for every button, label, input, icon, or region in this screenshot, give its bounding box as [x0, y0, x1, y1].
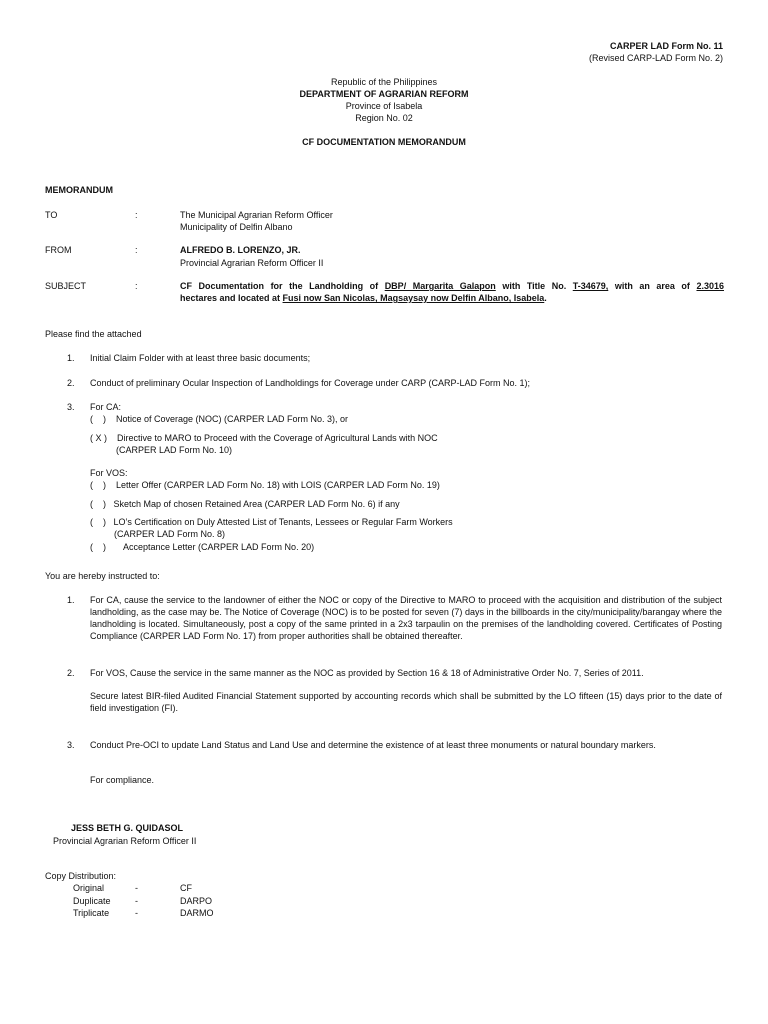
ca-option-directive-form: (CARPER LAD Form No. 10) [116, 445, 233, 455]
from-colon: : [135, 245, 138, 255]
for-ca-heading: For CA: [90, 402, 122, 412]
instruction-3: Conduct Pre-OCI to update Land Status and Land Use and determine the existence of at least three monuments or natural boundary markers. [90, 740, 656, 750]
instructed-intro: You are hereby instructed to: [45, 571, 160, 581]
copy-row-copy: Original [73, 883, 105, 893]
form-number: CARPER LAD Form No. 11 [609, 41, 723, 51]
landowner-name: DBP/ Margarita Galapon [384, 281, 496, 291]
copy-row-recipient: DARMO [180, 908, 214, 918]
attachment-3-number: 3. [67, 402, 75, 412]
copy-row-copy: Triplicate [73, 908, 110, 918]
to-colon: : [135, 210, 138, 220]
instruction-3-number: 3. [67, 740, 75, 750]
ca-option-noc: ( ) Notice of Coverage (NOC) (CARPER LAD Form No. 3), or [90, 414, 349, 424]
attached-intro: Please find the attached [45, 329, 142, 339]
for-compliance: For compliance. [90, 775, 155, 785]
instruction-1-number: 1. [67, 595, 75, 605]
to-recipient: The Municipal Agrarian Reform Officer [180, 210, 333, 220]
form-revision: (Revised CARP-LAD Form No. 2) [588, 53, 723, 63]
subject-colon: : [135, 281, 138, 291]
instruction-2-afs: Secure latest BIR-filed Audited Financial Statement supported by accounting records which shall be submitted by the LO fifteen (15) days prior to the date of field investigation (FI). [90, 691, 722, 713]
title-number: T-34679, [572, 281, 609, 291]
instruction-1: For CA, cause the service to the landowner of either the NOC or copy of the Directive to MARO to proceed with the acquisition and distribution of the subject landholding, as the case may be. The Notice of Coverage (NOC) is to be posted for seven (7) days in the billboards in the city/municipality/barangay where the landholding is located. Simultaneously, post a copy of the same printed in a 2x3 tarpaulin on the premises of the landholding covered. Certificates of Posting Compliance (CARPER LAD Form No. 17) from proper authorities shall be obtained thereafter. [90, 595, 722, 641]
subject-label: SUBJECT [45, 281, 87, 291]
province-line: Province of Isabela [345, 101, 423, 111]
region-line: Region No. 02 [355, 113, 413, 123]
landholding-location: Fusi now San Nicolas, Magsaysay now Delfin Albano, Isabela [282, 293, 545, 303]
instruction-2-number: 2. [67, 668, 75, 678]
from-label: FROM [45, 245, 72, 255]
ca-option-directive: ( X ) Directive to MARO to Proceed with the Coverage of Agricultural Lands with NOC [90, 433, 438, 443]
subject-line-2: hectares and located at Fusi now San Nicolas, Magsaysay now Delfin Albano, Isabela. [180, 293, 547, 303]
land-area: 2.3016 [696, 281, 724, 291]
copy-row-copy: Duplicate [73, 896, 111, 906]
attachment-2-number: 2. [67, 378, 75, 388]
to-municipality: Municipality of Delfin Albano [180, 222, 293, 232]
memorandum-label: MEMORANDUM [45, 185, 113, 195]
vos-option-letter-offer: ( ) Letter Offer (CARPER LAD Form No. 18) with LOIS (CARPER LAD Form No. 19) [90, 480, 440, 490]
attachment-1: Initial Claim Folder with at least three basic documents; [90, 353, 311, 363]
to-label: TO [45, 210, 58, 220]
vos-option-lo-certification: ( ) LO’s Certification on Duly Attested List of Tenants, Lessees or Regular Farm Workers [90, 517, 453, 527]
signatory-name: JESS BETH G. QUIDASOL [71, 823, 184, 833]
signatory-position: Provincial Agrarian Reform Officer II [53, 836, 197, 846]
copy-row-dash: - [135, 883, 138, 893]
vos-option-lo-certification-form: (CARPER LAD Form No. 8) [114, 529, 226, 539]
copy-row-dash: - [135, 908, 138, 918]
attachment-2: Conduct of preliminary Ocular Inspection of Landholdings for Coverage under CARP (CARP-LAD Form No. 1); [90, 378, 531, 388]
copy-distribution-label: Copy Distribution: [45, 871, 117, 881]
for-vos-heading: For VOS: [90, 468, 128, 478]
copy-row-dash: - [135, 896, 138, 906]
subject-line-1: CF Documentation for the Landholding of DBP/ Margarita Galapon with Title No. T-34679, with an area of 2.3016 [180, 281, 724, 291]
department-name: DEPARTMENT OF AGRARIAN REFORM [299, 89, 469, 99]
instruction-2: For VOS, Cause the service in the same manner as the NOC as provided by Section 16 & 18 of Administrative Order No. 7, Series of 2011. [90, 668, 644, 678]
vos-option-acceptance-letter: ( ) Acceptance Letter (CARPER LAD Form No. 20) [90, 542, 315, 552]
from-position: Provincial Agrarian Reform Officer II [180, 258, 324, 268]
attachment-1-number: 1. [67, 353, 75, 363]
republic-line: Republic of the Philippines [330, 77, 438, 87]
copy-row-recipient: CF [180, 883, 192, 893]
copy-row-recipient: DARPO [180, 896, 213, 906]
vos-option-sketch-map: ( ) Sketch Map of chosen Retained Area (CARPER LAD Form No. 6) if any [90, 499, 400, 509]
from-name: ALFREDO B. LORENZO, JR. [180, 245, 301, 255]
document-title: CF DOCUMENTATION MEMORANDUM [302, 137, 466, 147]
